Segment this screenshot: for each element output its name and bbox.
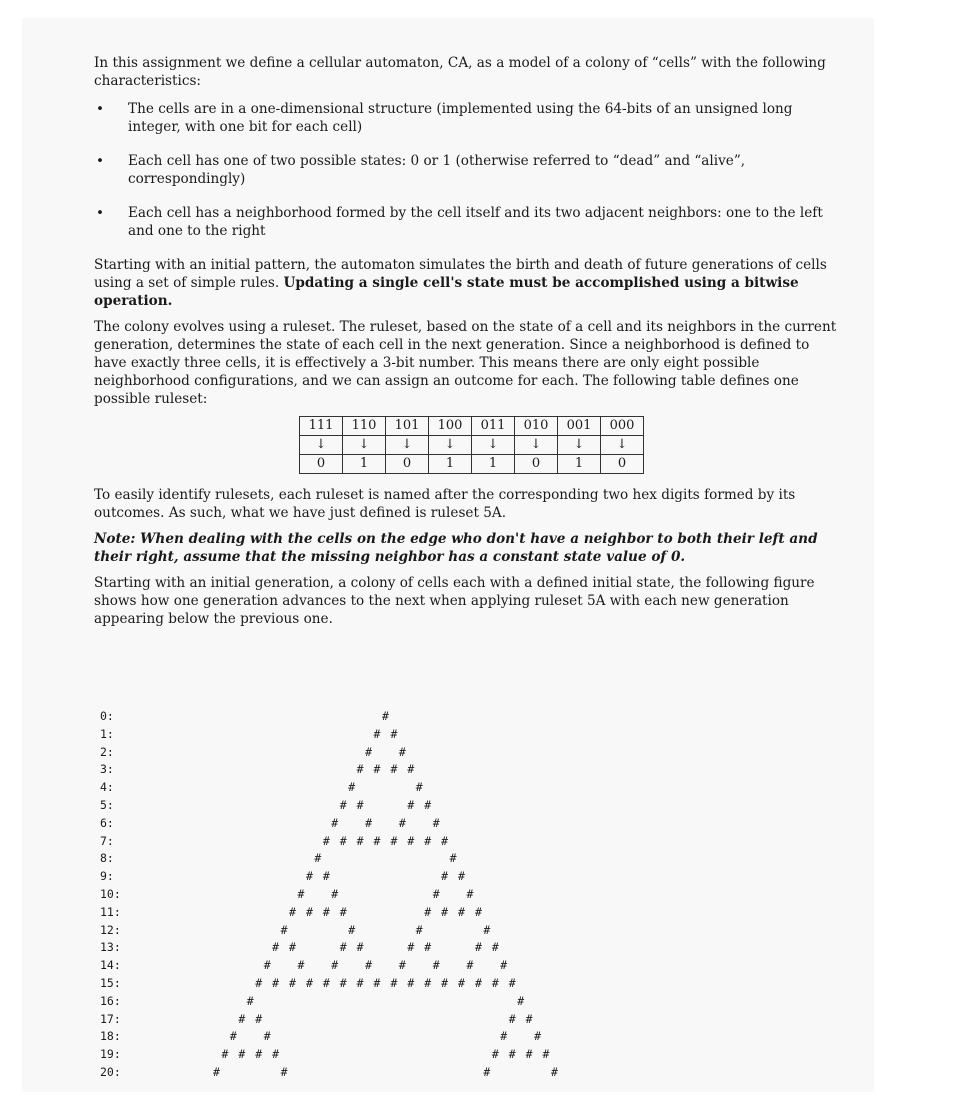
- alive-cell: #: [255, 975, 263, 990]
- alive-cell: #: [297, 886, 305, 901]
- outcome-cell: 0: [386, 455, 429, 474]
- alive-cell: #: [356, 940, 364, 955]
- generation-cells: [140, 708, 860, 726]
- alive-cell: #: [246, 993, 254, 1008]
- bitwise-requirement: Updating a single cell's state must be accomplished using a bitwise operation.: [94, 275, 799, 309]
- alive-cell: #: [449, 851, 457, 866]
- generation-label: 4:: [100, 780, 114, 795]
- generation-cells: [140, 797, 860, 815]
- edge-note: Note: When dealing with the cells on the edge who don't have a neighbor to both their left and their right, assume that the missing neighbor has a constant state value of 0.: [94, 531, 818, 565]
- alive-cell: #: [229, 1029, 237, 1044]
- alive-cell: #: [551, 1064, 558, 1079]
- arrow-cell: ↓: [429, 436, 472, 455]
- alive-cell: #: [263, 958, 271, 973]
- alive-cell: #: [441, 869, 449, 884]
- generation-row: [100, 1046, 860, 1064]
- alive-cell: #: [390, 975, 398, 990]
- neighborhood-cell: 100: [429, 417, 472, 436]
- generation-cells: [140, 939, 860, 957]
- alive-cell: #: [339, 904, 347, 919]
- neighborhood-cell: 000: [601, 417, 644, 436]
- alive-cell: #: [255, 1011, 263, 1026]
- alive-cell: #: [331, 815, 339, 830]
- arrow-cell: ↓: [472, 436, 515, 455]
- outcome-cell: 0: [300, 455, 343, 474]
- generation-label: 12:: [100, 922, 121, 937]
- rules-paragraph-text: Starting with an initial pattern, the automaton simulates the birth and death of future generations of cells using a set of simple rules.: [94, 257, 827, 291]
- alive-cell: #: [272, 975, 280, 990]
- generation-row: [100, 975, 860, 993]
- generation-cells: [140, 886, 860, 904]
- generation-row: [100, 744, 860, 762]
- alive-cell: #: [441, 833, 449, 848]
- generation-row: [100, 1011, 860, 1029]
- generation-label: 8:: [100, 851, 114, 866]
- generation-cells: [140, 1064, 860, 1082]
- generation-label: 20:: [100, 1064, 121, 1079]
- generation-cells: [140, 726, 860, 744]
- generation-label: 2:: [100, 744, 114, 759]
- alive-cell: #: [508, 975, 516, 990]
- alive-cell: #: [348, 780, 356, 795]
- generation-row: [100, 1064, 860, 1082]
- generation-cells: [140, 922, 860, 940]
- outcome-cell: 0: [601, 455, 644, 474]
- alive-cell: #: [432, 815, 440, 830]
- generation-row: [100, 761, 860, 779]
- arrow-row: [300, 436, 644, 455]
- alive-cell: #: [441, 904, 449, 919]
- alive-cell: #: [407, 797, 415, 812]
- alive-cell: #: [491, 940, 499, 955]
- generation-label: 13:: [100, 940, 121, 955]
- alive-cell: #: [458, 904, 465, 919]
- generation-cells: [140, 993, 860, 1011]
- alive-cell: #: [280, 922, 288, 937]
- arrow-cell: ↓: [300, 436, 343, 455]
- alive-cell: #: [407, 833, 415, 848]
- generation-label: 7:: [100, 833, 114, 848]
- generation-row: [100, 904, 860, 922]
- alive-cell: #: [415, 780, 423, 795]
- alive-cell: #: [517, 993, 525, 1008]
- arrow-cell: ↓: [558, 436, 601, 455]
- alive-cell: #: [483, 1064, 491, 1079]
- neighborhood-cell: 111: [300, 417, 343, 436]
- generation-label: 9:: [100, 869, 114, 884]
- alive-cell: #: [432, 886, 440, 901]
- alive-cell: #: [373, 762, 381, 777]
- generation-cells: [140, 904, 860, 922]
- ruleset-naming-paragraph: To easily identify rulesets, each ruleset is named after the corresponding two hex digits formed by its outcomes. As such, what we have just defined is ruleset 5A.: [94, 487, 796, 521]
- generation-row: [100, 886, 860, 904]
- alive-cell: #: [272, 1047, 280, 1062]
- alive-cell: #: [339, 975, 347, 990]
- alive-cell: #: [238, 1011, 246, 1026]
- alive-cell: #: [415, 922, 423, 937]
- alive-cell: #: [339, 797, 347, 812]
- neighborhood-cell: 101: [386, 417, 429, 436]
- alive-cell: #: [322, 904, 330, 919]
- generation-label: 16:: [100, 993, 121, 1008]
- neighborhood-cell: 010: [515, 417, 558, 436]
- alive-cell: #: [331, 958, 339, 973]
- generation-label: 19:: [100, 1047, 121, 1062]
- neighborhood-row: [300, 417, 644, 436]
- generation-cells: [140, 833, 860, 851]
- generation-label: 14:: [100, 958, 121, 973]
- arrow-cell: ↓: [601, 436, 644, 455]
- alive-cell: #: [542, 1047, 550, 1062]
- alive-cell: #: [331, 886, 339, 901]
- alive-cell: #: [305, 904, 313, 919]
- alive-cell: #: [289, 904, 296, 919]
- alive-cell: #: [500, 1029, 508, 1044]
- generation-row: [100, 797, 860, 815]
- alive-cell: #: [491, 1047, 499, 1062]
- alive-cell: #: [508, 1047, 516, 1062]
- alive-cell: #: [382, 709, 389, 723]
- generation-cells: [140, 850, 860, 868]
- arrow-cell: ↓: [343, 436, 386, 455]
- document-page: [22, 18, 874, 1092]
- alive-cell: #: [348, 922, 356, 937]
- alive-cell: #: [407, 940, 415, 955]
- alive-cell: #: [305, 975, 313, 990]
- alive-cell: #: [424, 975, 432, 990]
- list-item: • The cells are in a one-dimensional structure (implemented using the 64-bits of an unsigned long integer, with one bit for each cell): [94, 100, 842, 136]
- alive-cell: #: [474, 904, 482, 919]
- generation-row: [100, 993, 860, 1011]
- alive-cell: #: [356, 975, 364, 990]
- alive-cell: #: [373, 726, 381, 741]
- outcome-cell: 1: [429, 455, 472, 474]
- generation-cells: [140, 957, 860, 975]
- alive-cell: #: [474, 940, 482, 955]
- list-item: • Each cell has one of two possible states: 0 or 1 (otherwise referred to “dead” and “alive”, correspondingly): [94, 152, 842, 188]
- generation-label: 5:: [100, 797, 114, 812]
- alive-cell: #: [407, 975, 415, 990]
- generation-cells: [140, 1011, 860, 1029]
- alive-cell: #: [534, 1029, 542, 1044]
- generation-label: 3:: [100, 762, 114, 777]
- generation-cells: [140, 761, 860, 779]
- alive-cell: #: [289, 975, 296, 990]
- generation-row: [100, 833, 860, 851]
- alive-cell: #: [398, 815, 406, 830]
- alive-cell: #: [390, 762, 398, 777]
- generation-cells: [140, 1028, 860, 1046]
- generation-row: [100, 939, 860, 957]
- alive-cell: #: [398, 744, 406, 759]
- ruleset-table: [299, 416, 644, 474]
- intro-paragraph: In this assignment we define a cellular automaton, CA, as a model of a colony of “cells” with the following characteristics:: [94, 55, 826, 89]
- ruleset-paragraph: The colony evolves using a ruleset. The ruleset, based on the state of a cell and its neighbors in the current generation, determines the state of each cell in the next generation. Since a neighborhood is defined to have exactly three cells, it is effectively a 3-bit number. This means there are only eight possible neighborhood configurations, and we can assign an outcome for each. The following table defines one possible ruleset:: [94, 319, 837, 407]
- generation-cells: [140, 779, 860, 797]
- alive-cell: #: [508, 1011, 516, 1026]
- generation-label: 18:: [100, 1029, 121, 1044]
- alive-cell: #: [365, 815, 373, 830]
- alive-cell: #: [221, 1047, 229, 1062]
- generation-row: [100, 868, 860, 886]
- alive-cell: #: [424, 940, 432, 955]
- alive-cell: #: [424, 797, 432, 812]
- alive-cell: #: [297, 958, 305, 973]
- alive-cell: #: [491, 975, 499, 990]
- arrow-cell: ↓: [386, 436, 429, 455]
- alive-cell: #: [356, 762, 364, 777]
- outcome-cell: 0: [515, 455, 558, 474]
- generation-row: [100, 779, 860, 797]
- generation-row: [100, 708, 860, 726]
- generation-label: 15:: [100, 975, 121, 990]
- alive-cell: #: [314, 851, 322, 866]
- alive-cell: #: [365, 958, 373, 973]
- alive-cell: #: [280, 1064, 288, 1079]
- rules-paragraph: [94, 256, 842, 310]
- outcome-cell: 1: [558, 455, 601, 474]
- alive-cell: #: [424, 833, 432, 848]
- generation-label: 1:: [100, 726, 114, 741]
- alive-cell: #: [407, 762, 415, 777]
- generation-label: 6:: [100, 815, 114, 830]
- alive-cell: #: [525, 1011, 533, 1026]
- generation-cells: [140, 815, 860, 833]
- figure-intro-paragraph: Starting with an initial generation, a colony of cells each with a defined initial state, the following figure shows how one generation advances to the next when applying ruleset 5A with each new generation appearing below the previous one.: [94, 575, 815, 627]
- alive-cell: #: [255, 1047, 263, 1062]
- alive-cell: #: [263, 1029, 271, 1044]
- alive-cell: #: [305, 869, 313, 884]
- alive-cell: #: [365, 744, 373, 759]
- generation-cells: [140, 744, 860, 762]
- alive-cell: #: [458, 869, 465, 884]
- alive-cell: #: [289, 940, 296, 955]
- outcome-row: [300, 455, 644, 474]
- alive-cell: #: [322, 869, 330, 884]
- arrow-cell: ↓: [515, 436, 558, 455]
- alive-cell: #: [272, 940, 280, 955]
- generation-label: 11:: [100, 904, 121, 919]
- neighborhood-cell: 110: [343, 417, 386, 436]
- generation-row: [100, 726, 860, 744]
- generation-cells: [140, 868, 860, 886]
- alive-cell: #: [373, 833, 381, 848]
- outcome-cell: 1: [472, 455, 515, 474]
- generation-row: [100, 815, 860, 833]
- alive-cell: #: [339, 833, 347, 848]
- alive-cell: #: [424, 904, 432, 919]
- alive-cell: #: [458, 975, 465, 990]
- generation-figure: [100, 708, 860, 1082]
- alive-cell: #: [500, 958, 508, 973]
- characteristics-list: [94, 100, 842, 240]
- alive-cell: #: [373, 975, 381, 990]
- generation-label: 17:: [100, 1011, 121, 1026]
- generation-label: 0:: [100, 709, 114, 723]
- list-item: • Each cell has a neighborhood formed by the cell itself and its two adjacent neighbors: one to the left and one to the right: [94, 204, 842, 240]
- outcome-cell: 1: [343, 455, 386, 474]
- alive-cell: #: [322, 833, 330, 848]
- generation-row: [100, 957, 860, 975]
- alive-cell: #: [525, 1047, 533, 1062]
- alive-cell: #: [466, 958, 474, 973]
- generation-cells: [140, 975, 860, 993]
- alive-cell: #: [441, 975, 449, 990]
- generation-label: 10:: [100, 886, 121, 901]
- alive-cell: #: [390, 726, 398, 741]
- neighborhood-cell: 001: [558, 417, 601, 436]
- alive-cell: #: [432, 958, 440, 973]
- generation-row: [100, 922, 860, 940]
- generation-row: [100, 1028, 860, 1046]
- alive-cell: #: [339, 940, 347, 955]
- generation-cells: [140, 1046, 860, 1064]
- alive-cell: #: [213, 1064, 220, 1079]
- alive-cell: #: [322, 975, 330, 990]
- alive-cell: #: [390, 833, 398, 848]
- alive-cell: #: [356, 833, 364, 848]
- alive-cell: #: [398, 958, 406, 973]
- generation-row: [100, 850, 860, 868]
- alive-cell: #: [466, 886, 474, 901]
- alive-cell: #: [356, 797, 364, 812]
- alive-cell: #: [474, 975, 482, 990]
- neighborhood-cell: 011: [472, 417, 515, 436]
- alive-cell: #: [238, 1047, 246, 1062]
- alive-cell: #: [483, 922, 491, 937]
- assignment-text: [94, 54, 842, 636]
